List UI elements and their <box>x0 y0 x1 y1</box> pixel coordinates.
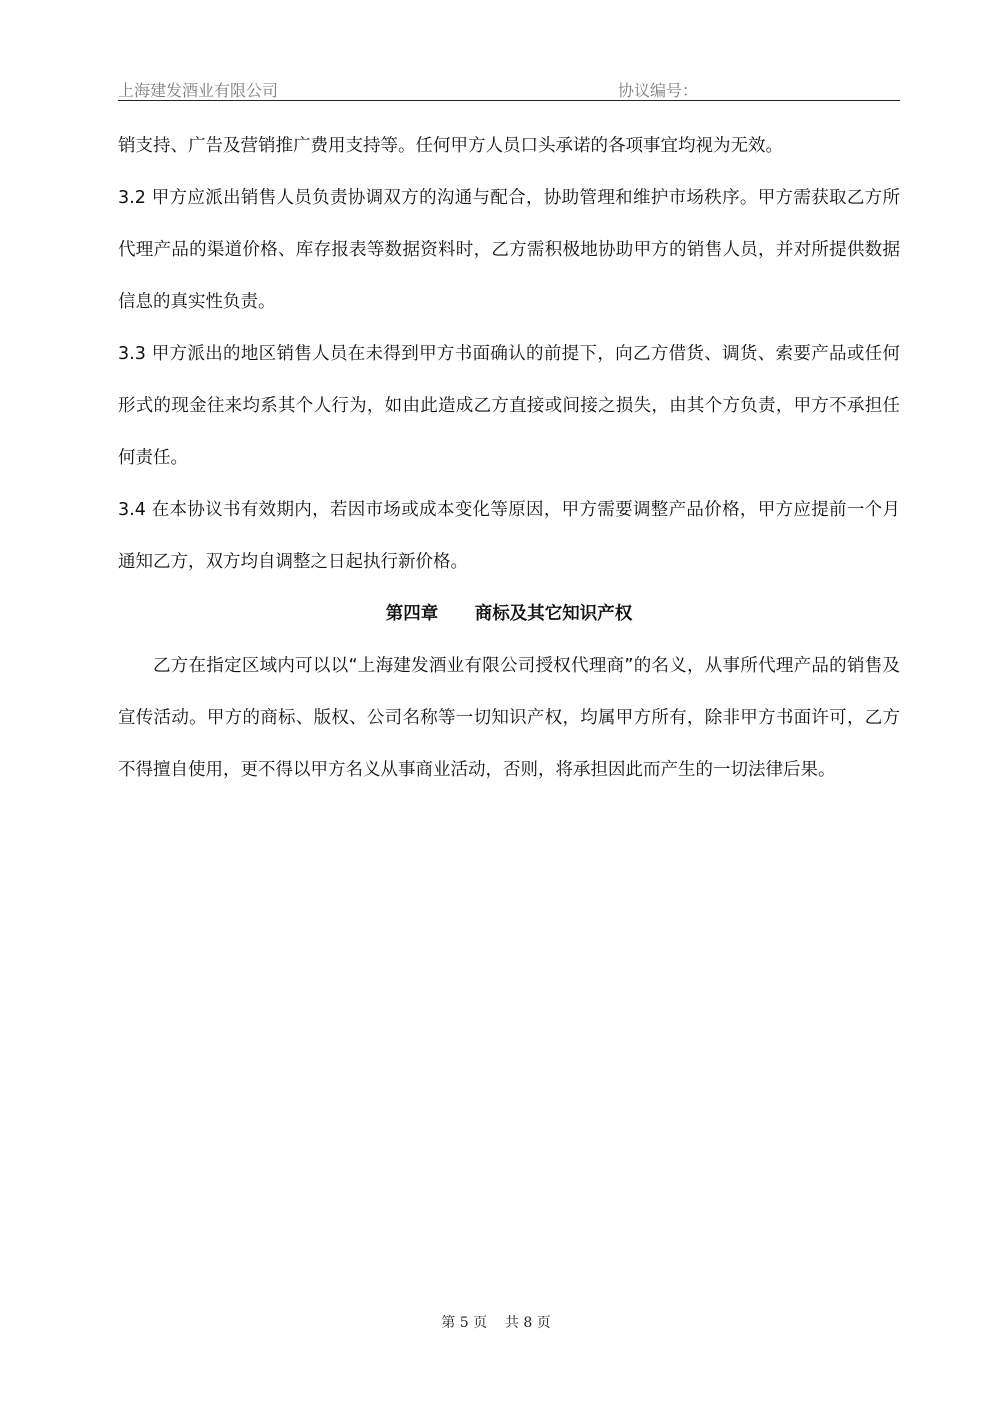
clause-3-2: 3.2 甲方应派出销售人员负责协调双方的沟通与配合，协助管理和维护市场秩序。甲方需获取乙方所代理产品的渠道价格、库存报表等数据资料时，乙方需积极地协助甲方的销售人员，并对所提供数据信息的真实性负责。 <box>118 188 900 312</box>
page-footer-page-number: 第 5 页 共 8 页 <box>441 1315 551 1331</box>
clause-3-4: 3.4 在本协议书有效期内，若因市场或成本变化等原因，甲方需要调整产品价格，甲方应提前一个月通知乙方，双方均自调整之日起执行新价格。 <box>118 500 900 572</box>
chapter-4-heading: 第四章 商标及其它知识产权 <box>385 604 633 624</box>
paragraph-continuation: 销支持、广告及营销推广费用支持等。任何甲方人员口头承诺的各项事宜均视为无效。 <box>118 136 783 156</box>
clause-3-3: 3.3 甲方派出的地区销售人员在未得到甲方书面确认的前提下，向乙方借货、调货、索要产品或任何形式的现金往来均系其个人行为，如由此造成乙方直接或间接之损失，由其个方负责，甲方不承担任何责任。 <box>118 344 900 468</box>
header-company-name: 上海建发酒业有限公司 <box>118 81 279 100</box>
page-header <box>118 76 900 101</box>
chapter-4-paragraph: 乙方在指定区域内可以以“上海建发酒业有限公司授权代理商”的名义，从事所代理产品的销售及宣传活动。甲方的商标、版权、公司名称等一切知识产权，均属甲方所有，除非甲方书面许可，乙方不得擅自使用，更不得以甲方名义从事商业活动，否则，将承担因此而产生的一切法律后果。 <box>118 656 900 780</box>
header-agreement-number-label: 协议编号： <box>618 81 699 100</box>
document-body <box>118 120 900 796</box>
